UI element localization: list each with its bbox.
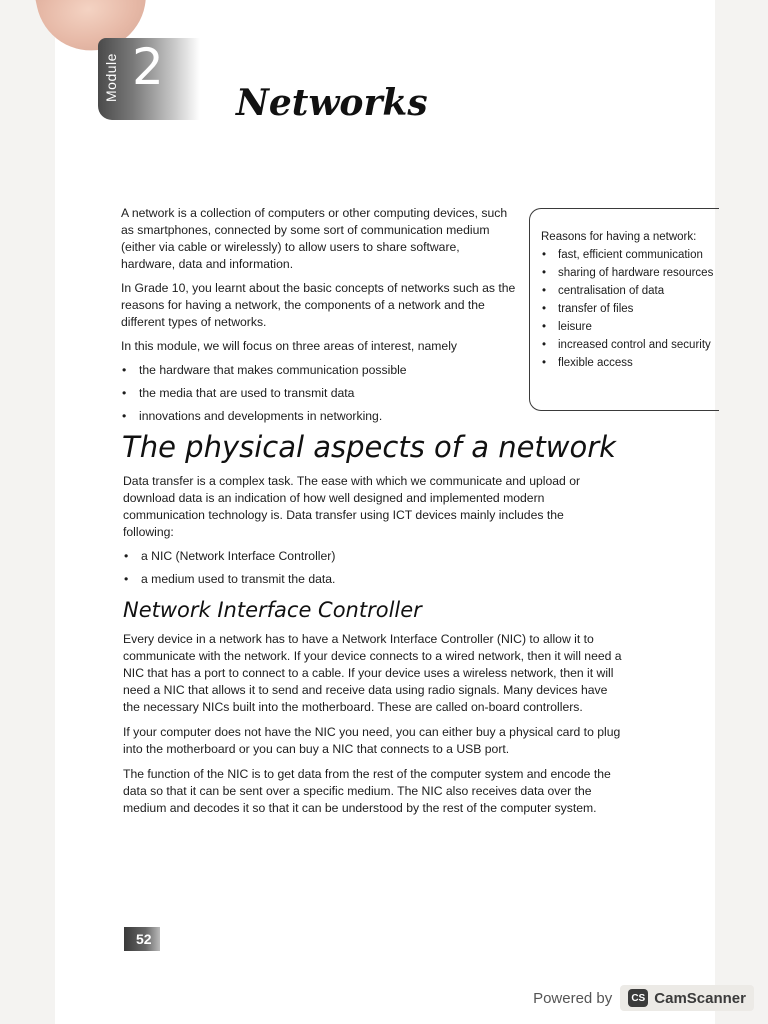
sidebar-heading: Reasons for having a network: (541, 231, 697, 243)
list-item: • sharing of hardware resources (541, 267, 719, 279)
intro-bullet-list (121, 362, 516, 425)
list-item: • leisure (541, 321, 719, 333)
section-paragraph: Every device in a network has to have a Network Interface Controller (NIC) to allow it to communicate with the network. If your device connects to a wired network, then it will need a NIC that has a port to connect to a cable. If your device uses a wireless network, then it will need a NIC that allows it to send and receive data using radio signals. Many devices have the necessary NICs built into the motherboard. These are called on-board controllers. (123, 632, 622, 714)
list-item: • innovations and developments in networking. (121, 408, 516, 425)
sidebar-list (541, 249, 719, 369)
page-number: 52 (124, 927, 160, 951)
camscanner-watermark (533, 983, 754, 1013)
list-item: • fast, efficient communication (541, 249, 719, 261)
module-label: Module (103, 53, 119, 102)
section-nic-body (123, 631, 623, 825)
module-number: 2 (132, 38, 164, 96)
intro-paragraph: A network is a collection of computers or other computing devices, such as smartphones, connected by some sort of communication medium (either via cable or wirelessly) to allow users to share software, hardware, data and information. (121, 206, 508, 271)
reasons-sidebar (529, 208, 719, 411)
intro-paragraph: In Grade 10, you learnt about the basic concepts of networks such as the reasons for having a network, the components of a network and the different types of networks. (121, 281, 516, 329)
list-item: • transfer of files (541, 303, 719, 315)
section-heading-nic: Network Interface Controller (123, 598, 422, 622)
watermark-brand: CamScanner (654, 989, 746, 1007)
section-bullet-list (123, 548, 603, 588)
list-item: • the hardware that makes communication possible (121, 362, 516, 379)
list-item: • centralisation of data (541, 285, 719, 297)
watermark-powered-text: Powered by (533, 989, 613, 1007)
watermark-badge (620, 985, 754, 1011)
page-title: Networks (236, 82, 428, 124)
section-physical-body (123, 473, 603, 594)
section-paragraph: The function of the NIC is to get data from the rest of the computer system and encode the data so that it can be sent over a specific medium. The NIC also receives data over the medium and decodes it so that it can be understood by the rest of the computer system. (123, 767, 611, 815)
intro-paragraph: In this module, we will focus on three areas of interest, namely (121, 339, 457, 353)
list-item: • increased control and security (541, 339, 719, 351)
list-item: • a NIC (Network Interface Controller) (123, 548, 603, 565)
intro-section (121, 205, 516, 431)
section-paragraph: If your computer does not have the NIC you need, you can either buy a physical card to plug into the motherboard or you can buy a NIC that connects to a USB port. (123, 725, 621, 756)
camscanner-icon: CS (628, 989, 648, 1007)
list-item: • flexible access (541, 357, 719, 369)
list-item: • a medium used to transmit the data. (123, 571, 603, 588)
section-paragraph: Data transfer is a complex task. The ease with which we communicate and upload or download data is an indication of how well designed and implemented modern communication technology is. Data transfer using ICT devices mainly includes the following: (123, 474, 581, 539)
list-item: • the media that are used to transmit data (121, 385, 516, 402)
section-heading-physical: The physical aspects of a network (122, 430, 616, 464)
